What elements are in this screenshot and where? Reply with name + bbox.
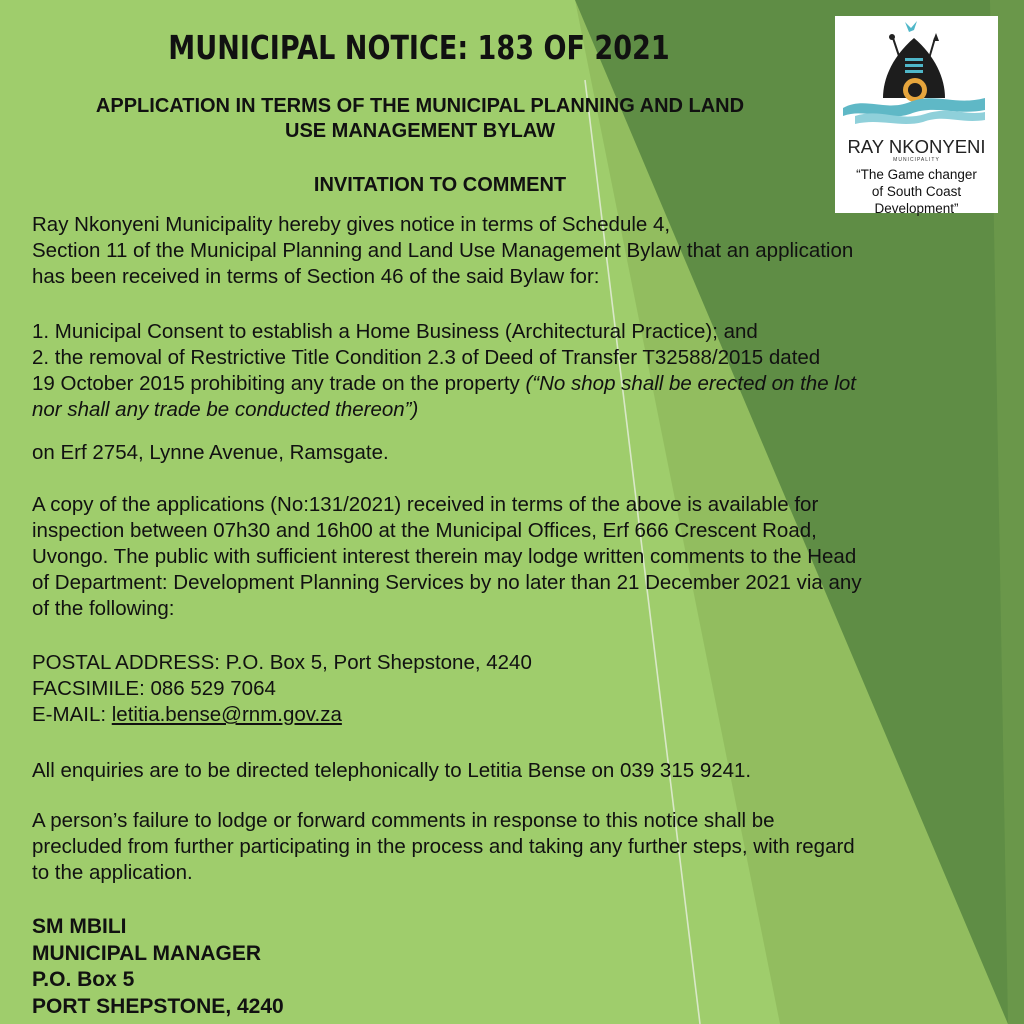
- item-two-quote-line: nor shall any trade be conducted thereon”): [32, 398, 419, 421]
- logo-subtitle: MUNICIPALITY: [893, 157, 940, 163]
- postal-address: POSTAL ADDRESS: P.O. Box 5, Port Shepstone, 4240: [32, 651, 532, 674]
- intro-line: has been received in terms of Section 46 of the said Bylaw for:: [32, 265, 600, 288]
- application-items: [32, 319, 1002, 423]
- item-two-line: 2. the removal of Restrictive Title Condition 2.3 of Deed of Transfer T32588/2015 dated: [32, 346, 821, 369]
- failure-line: to the application.: [32, 861, 193, 884]
- logo-name: RAY NKONYENI: [847, 136, 986, 157]
- item-one: 1. Municipal Consent to establish a Home Business (Architectural Practice); and: [32, 320, 758, 343]
- notice-subtitle: [0, 94, 840, 144]
- subtitle-line: APPLICATION IN TERMS OF THE MUNICIPAL PLANNING AND LAND: [95, 95, 745, 117]
- signatory-city: PORT SHEPSTONE, 4240: [32, 994, 284, 1018]
- signatory-name: SM MBILI: [32, 915, 127, 938]
- shield-logo-icon: [835, 16, 998, 136]
- item-two-quote: (“No shop shall be erected on the lot: [525, 372, 856, 395]
- subtitle-line: USE MANAGEMENT BYLAW: [285, 120, 555, 142]
- email-link[interactable]: letitia.bense@rnm.gov.za: [111, 703, 342, 726]
- intro-paragraph: [32, 212, 1002, 290]
- email-row: [32, 702, 1002, 728]
- failure-line: A person’s failure to lodge or forward comments in response to this notice shall be: [32, 809, 775, 832]
- item-two-line: [32, 371, 1002, 397]
- facsimile: FACSIMILE: 086 529 7064: [32, 677, 276, 700]
- logo-tagline: [835, 166, 998, 217]
- failure-paragraph: [32, 808, 1002, 886]
- copy-line: inspection between 07h30 and 16h00 at the Municipal Offices, Erf 666 Crescent Road,: [32, 519, 817, 542]
- tagline-line: “The Game changer: [856, 167, 977, 182]
- signature-block: [32, 914, 632, 1020]
- contact-details: [32, 650, 1002, 728]
- erf-location: on Erf 2754, Lynne Avenue, Ramsgate.: [32, 441, 389, 464]
- intro-line: Section 11 of the Municipal Planning and Land Use Management Bylaw that an application: [32, 239, 854, 262]
- item-two-text: 19 October 2015 prohibiting any trade on the property: [32, 372, 526, 395]
- signatory-box: P.O. Box 5: [32, 968, 135, 991]
- municipality-logo: [835, 16, 998, 216]
- email-label: E-MAIL:: [32, 703, 112, 726]
- copy-line: of the following:: [32, 597, 175, 620]
- signatory-role: MUNICIPAL MANAGER: [32, 941, 262, 965]
- tagline-line: of South Coast: [871, 184, 962, 199]
- copy-line: Uvongo. The public with sufficient interest therein may lodge written comments to the Head: [32, 545, 857, 568]
- copy-paragraph: [32, 492, 1002, 622]
- notice-title: MUNICIPAL NOTICE: 183 OF 2021: [168, 28, 670, 67]
- failure-line: precluded from further participating in the process and taking any further steps, with regard: [32, 835, 855, 858]
- enquiries-paragraph: All enquiries are to be directed telephonically to Letitia Bense on 039 315 9241.: [32, 759, 752, 782]
- copy-line: A copy of the applications (No:131/2021) received in terms of the above is available for: [32, 493, 819, 516]
- tagline-line: Development”: [874, 201, 959, 216]
- invitation-heading: INVITATION TO COMMENT: [313, 174, 567, 196]
- intro-line: Ray Nkonyeni Municipality hereby gives notice in terms of Schedule 4,: [32, 213, 671, 236]
- copy-line: of Department: Development Planning Services by no later than 21 December 2021 via any: [32, 571, 862, 594]
